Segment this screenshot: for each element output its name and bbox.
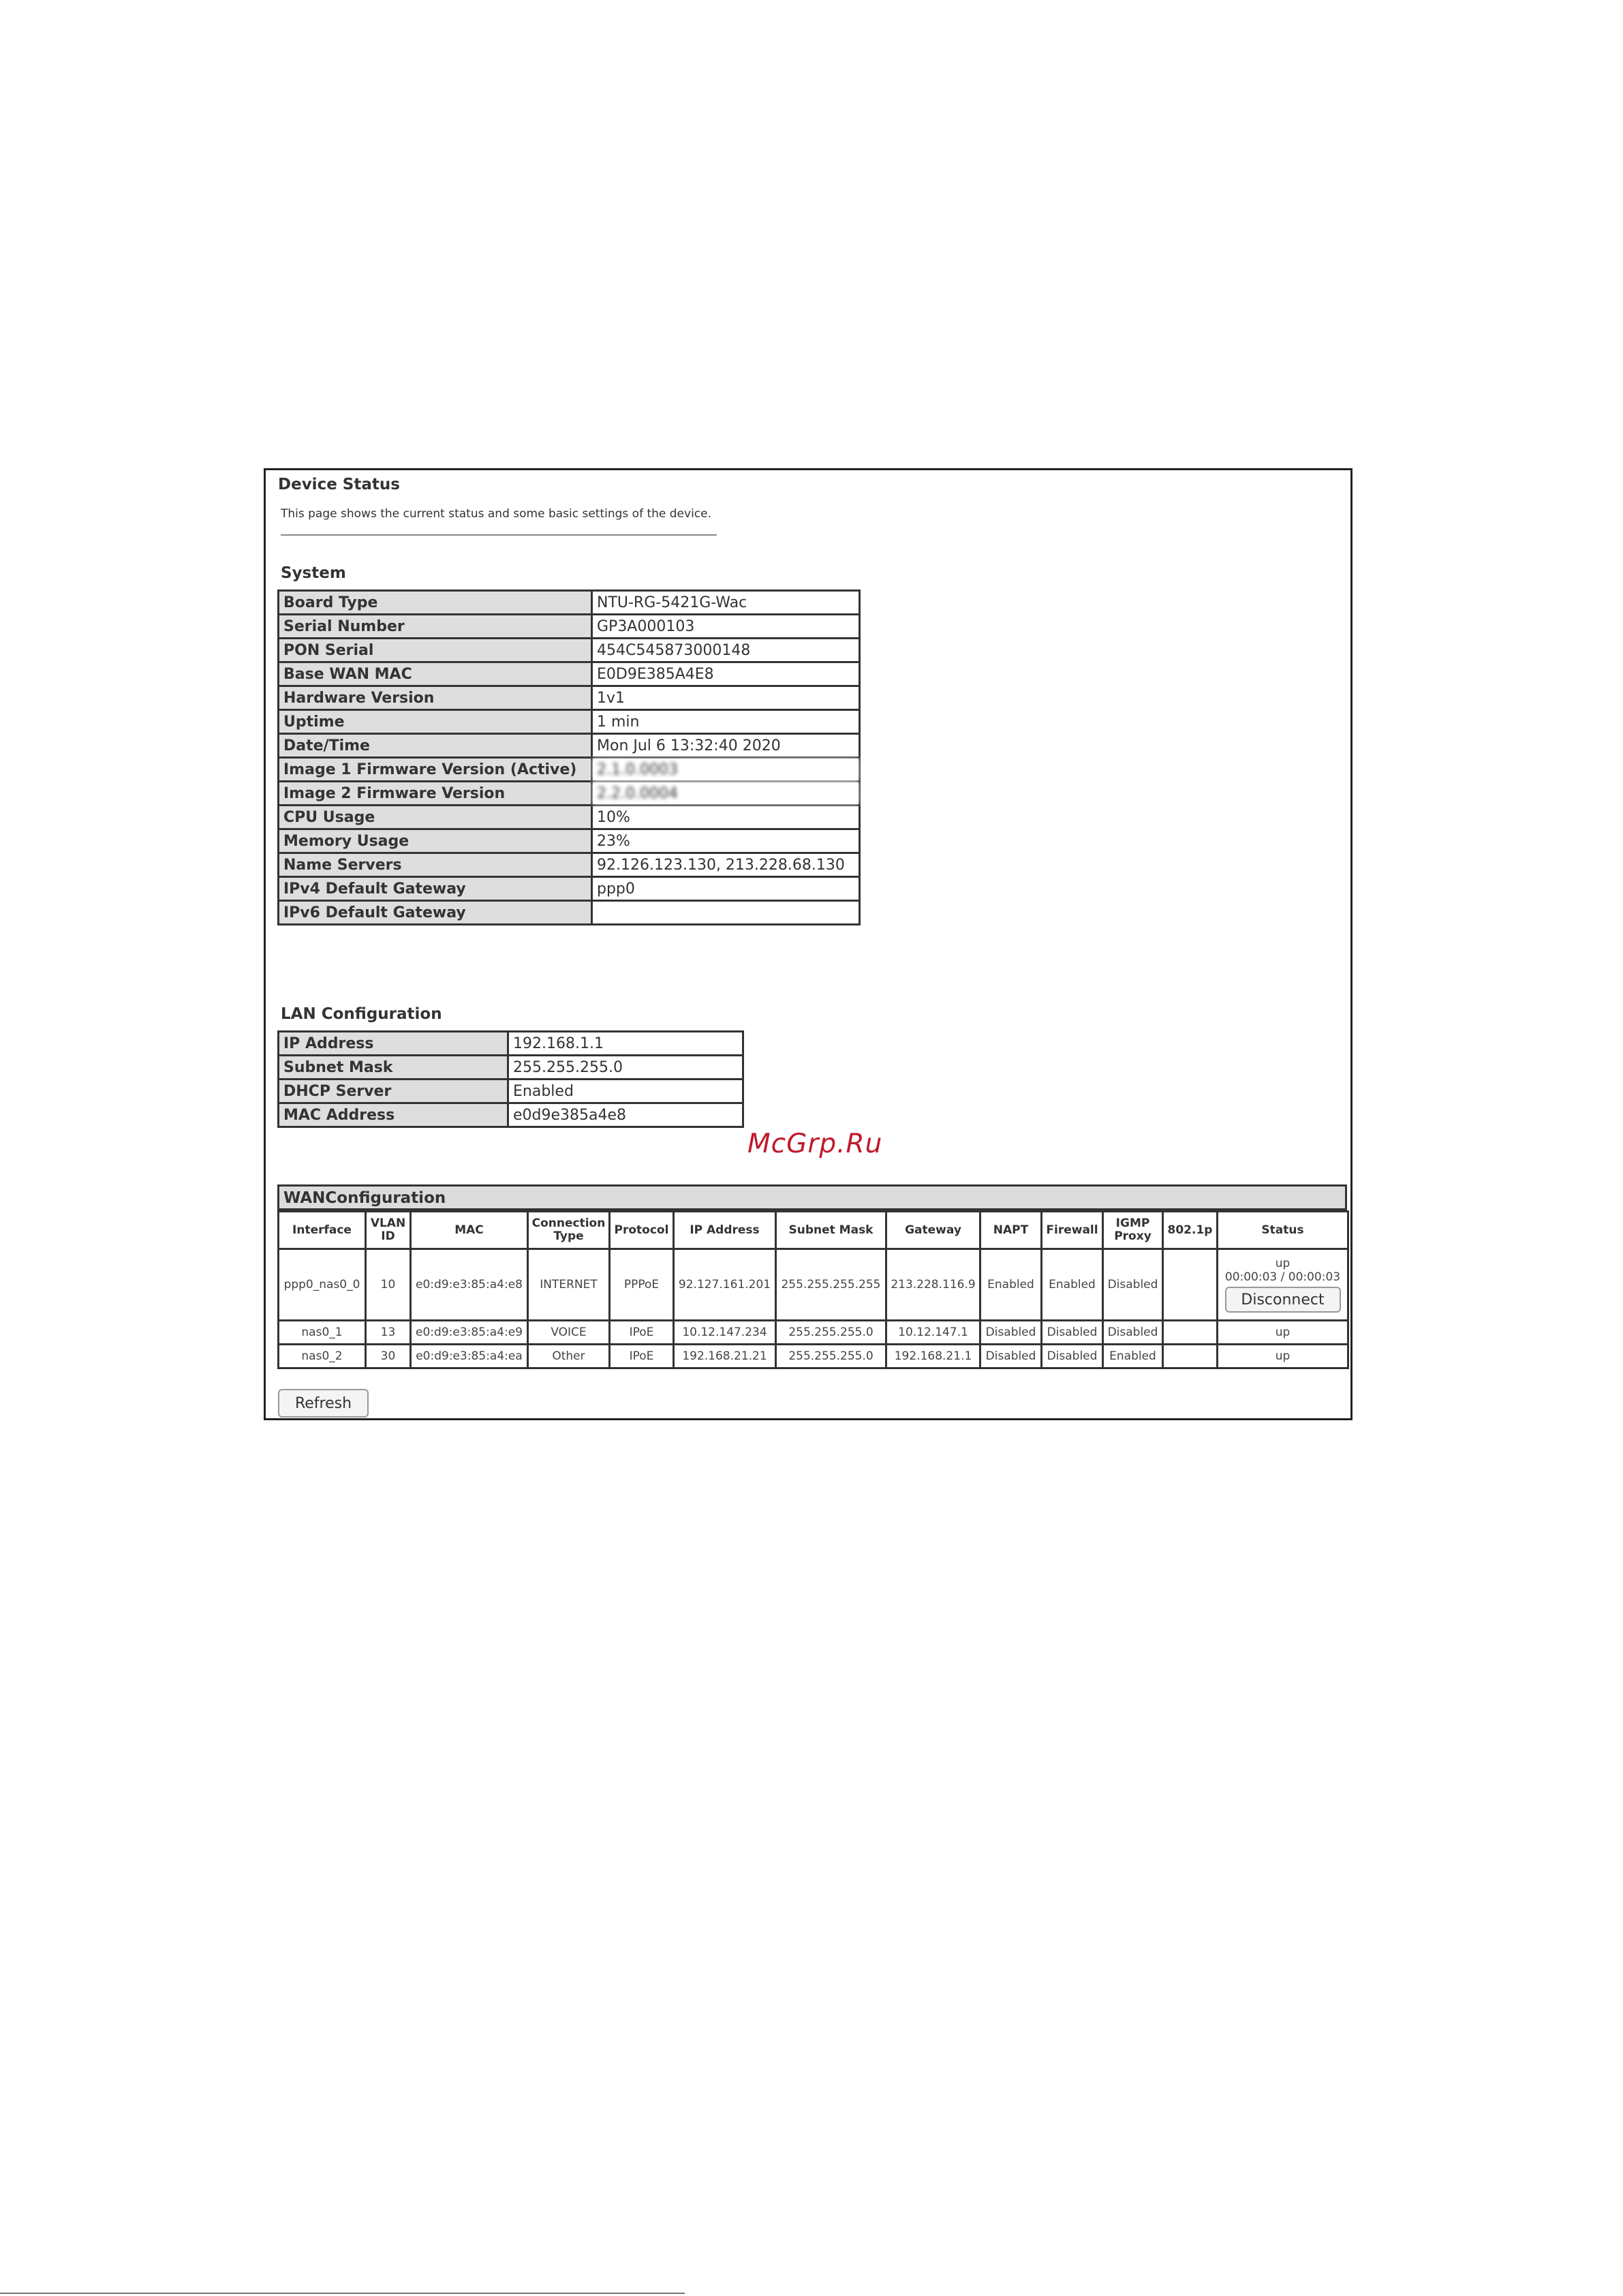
lan-label: Subnet Mask xyxy=(279,1056,508,1080)
wan-cell-conn-type: VOICE xyxy=(528,1321,610,1345)
lan-value: 192.168.1.1 xyxy=(508,1032,743,1056)
system-row-name-servers xyxy=(279,853,860,877)
system-row-memory-usage xyxy=(279,829,860,853)
wan-table xyxy=(277,1210,1349,1369)
wan-column-vlan-id: VLAN ID xyxy=(366,1212,411,1249)
system-row-board-type xyxy=(279,591,860,615)
wan-row xyxy=(279,1321,1348,1345)
refresh-button[interactable]: Refresh xyxy=(278,1389,369,1418)
system-row-hardware-version xyxy=(279,686,860,710)
system-value: NTU-RG-5421G-Wac xyxy=(592,591,860,615)
system-value: GP3A000103 xyxy=(592,615,860,639)
system-label: Hardware Version xyxy=(279,686,592,710)
wan-cell-vlan: 10 xyxy=(366,1249,411,1321)
system-row-serial-number xyxy=(279,615,860,639)
wan-cell-igmp: Disabled xyxy=(1103,1321,1163,1345)
wan-cell-ip: 192.168.21.21 xyxy=(674,1345,776,1368)
lan-value: 255.255.255.0 xyxy=(508,1056,743,1080)
wan-cell-igmp: Enabled xyxy=(1103,1345,1163,1368)
system-label: Base WAN MAC xyxy=(279,662,592,686)
wan-cell-mac: e0:d9:e3:85:a4:ea xyxy=(411,1345,528,1368)
disconnect-button[interactable]: Disconnect xyxy=(1225,1287,1341,1313)
device-status-panel xyxy=(264,468,1352,1420)
page-description: This page shows the current status and some basic settings of the device. xyxy=(281,507,712,521)
wan-cell-protocol: IPoE xyxy=(610,1345,674,1368)
system-label: Image 2 Firmware Version xyxy=(279,782,592,806)
wan-column-interface: Interface xyxy=(279,1212,366,1249)
lan-row-ip-address xyxy=(279,1032,743,1056)
wan-cell-mask: 255.255.255.0 xyxy=(776,1321,886,1345)
system-row-uptime xyxy=(279,710,860,734)
lan-section-title: LAN Configuration xyxy=(281,1005,442,1023)
system-row-date-time xyxy=(279,734,860,758)
wan-cell-gateway: 10.12.147.1 xyxy=(886,1321,980,1345)
wan-column-igmp-proxy: IGMP Proxy xyxy=(1103,1212,1163,1249)
wan-cell-napt: Disabled xyxy=(980,1345,1042,1368)
wan-cell-status xyxy=(1218,1249,1348,1321)
system-label: Name Servers xyxy=(279,853,592,877)
wan-column-connection-type: Connection Type xyxy=(528,1212,610,1249)
wan-cell-napt: Disabled xyxy=(980,1321,1042,1345)
wan-cell-interface: ppp0_nas0_0 xyxy=(279,1249,366,1321)
wan-cell-protocol: PPPoE xyxy=(610,1249,674,1321)
status-value: up xyxy=(1275,1326,1290,1339)
wan-cell-firewall: Disabled xyxy=(1042,1321,1103,1345)
system-value: E0D9E385A4E8 xyxy=(592,662,860,686)
wan-cell-vlan: 30 xyxy=(366,1345,411,1368)
wan-cell-gateway: 192.168.21.1 xyxy=(886,1345,980,1368)
lan-row-subnet-mask xyxy=(279,1056,743,1080)
wan-cell-napt: Enabled xyxy=(980,1249,1042,1321)
lan-table xyxy=(277,1030,744,1128)
lan-value: e0d9e385a4e8 xyxy=(508,1103,743,1127)
watermark: McGrp.Ru xyxy=(747,1129,883,1159)
wan-cell-mask: 255.255.255.255 xyxy=(776,1249,886,1321)
system-label: Date/Time xyxy=(279,734,592,758)
wan-cell-interface: nas0_1 xyxy=(279,1321,366,1345)
system-value: 454C545873000148 xyxy=(592,639,860,662)
system-row-base-wan-mac xyxy=(279,662,860,686)
system-label: Image 1 Firmware Version (Active) xyxy=(279,758,592,782)
system-label: Serial Number xyxy=(279,615,592,639)
wan-column-napt: NAPT xyxy=(980,1212,1042,1249)
divider xyxy=(281,534,717,536)
system-row-ipv4-default-gateway xyxy=(279,877,860,901)
system-label: Uptime xyxy=(279,710,592,734)
wan-cell-p8021 xyxy=(1163,1321,1218,1345)
lan-label: DHCP Server xyxy=(279,1080,508,1103)
status-value: up xyxy=(1275,1349,1290,1363)
system-table xyxy=(277,590,861,925)
wan-cell-firewall: Enabled xyxy=(1042,1249,1103,1321)
system-value: Mon Jul 6 13:32:40 2020 xyxy=(592,734,860,758)
lan-label: MAC Address xyxy=(279,1103,508,1127)
lan-row-dhcp-server xyxy=(279,1080,743,1103)
wan-column-subnet-mask: Subnet Mask xyxy=(776,1212,886,1249)
system-label: CPU Usage xyxy=(279,806,592,829)
wan-column-ip-address: IP Address xyxy=(674,1212,776,1249)
wan-row xyxy=(279,1345,1348,1368)
system-value: 1v1 xyxy=(592,686,860,710)
wan-column-firewall: Firewall xyxy=(1042,1212,1103,1249)
wan-cell-ip: 92.127.161.201 xyxy=(674,1249,776,1321)
system-row-image-1-firmware-version-active xyxy=(279,758,860,782)
wan-configuration xyxy=(277,1184,1347,1369)
wan-cell-gateway: 213.228.116.9 xyxy=(886,1249,980,1321)
wan-cell-interface: nas0_2 xyxy=(279,1345,366,1368)
wan-column-802-1p: 802.1p xyxy=(1163,1212,1218,1249)
wan-cell-mac: e0:d9:e3:85:a4:e9 xyxy=(411,1321,528,1345)
wan-cell-ip: 10.12.147.234 xyxy=(674,1321,776,1345)
wan-column-status: Status xyxy=(1218,1212,1348,1249)
wan-cell-mac: e0:d9:e3:85:a4:e8 xyxy=(411,1249,528,1321)
system-row-image-2-firmware-version xyxy=(279,782,860,806)
page-footer-rule xyxy=(0,2293,685,2294)
wan-cell-status xyxy=(1218,1345,1348,1368)
system-label: PON Serial xyxy=(279,639,592,662)
wan-cell-vlan: 13 xyxy=(366,1321,411,1345)
system-row-ipv6-default-gateway xyxy=(279,901,860,925)
system-row-pon-serial xyxy=(279,639,860,662)
system-value: 92.126.123.130, 213.228.68.130 xyxy=(592,853,860,877)
wan-cell-p8021 xyxy=(1163,1345,1218,1368)
system-label: IPv4 Default Gateway xyxy=(279,877,592,901)
system-section-title: System xyxy=(281,564,346,582)
system-label: Memory Usage xyxy=(279,829,592,853)
lan-value: Enabled xyxy=(508,1080,743,1103)
wan-row xyxy=(279,1249,1348,1321)
system-row-cpu-usage xyxy=(279,806,860,829)
wan-cell-conn-type: Other xyxy=(528,1345,610,1368)
wan-cell-p8021 xyxy=(1163,1249,1218,1321)
wan-cell-protocol: IPoE xyxy=(610,1321,674,1345)
system-label: IPv6 Default Gateway xyxy=(279,901,592,925)
wan-cell-mask: 255.255.255.0 xyxy=(776,1345,886,1368)
system-value: 2.1.0.0003 xyxy=(592,758,860,782)
wan-column-mac: MAC xyxy=(411,1212,528,1249)
wan-section-title: WANConfiguration xyxy=(277,1184,1347,1210)
lan-label: IP Address xyxy=(279,1032,508,1056)
wan-cell-conn-type: INTERNET xyxy=(528,1249,610,1321)
system-value xyxy=(592,901,860,925)
system-value: 1 min xyxy=(592,710,860,734)
wan-column-protocol: Protocol xyxy=(610,1212,674,1249)
lan-row-mac-address xyxy=(279,1103,743,1127)
page-title: Device Status xyxy=(278,476,400,493)
wan-column-gateway: Gateway xyxy=(886,1212,980,1249)
system-label: Board Type xyxy=(279,591,592,615)
status-value: up xyxy=(1275,1257,1290,1270)
system-value: 23% xyxy=(592,829,860,853)
status-time: 00:00:03 / 00:00:03 xyxy=(1224,1270,1341,1284)
system-value: 10% xyxy=(592,806,860,829)
system-value: 2.2.0.0004 xyxy=(592,782,860,806)
system-value: ppp0 xyxy=(592,877,860,901)
wan-cell-igmp: Disabled xyxy=(1103,1249,1163,1321)
wan-cell-status xyxy=(1218,1321,1348,1345)
wan-cell-firewall: Disabled xyxy=(1042,1345,1103,1368)
